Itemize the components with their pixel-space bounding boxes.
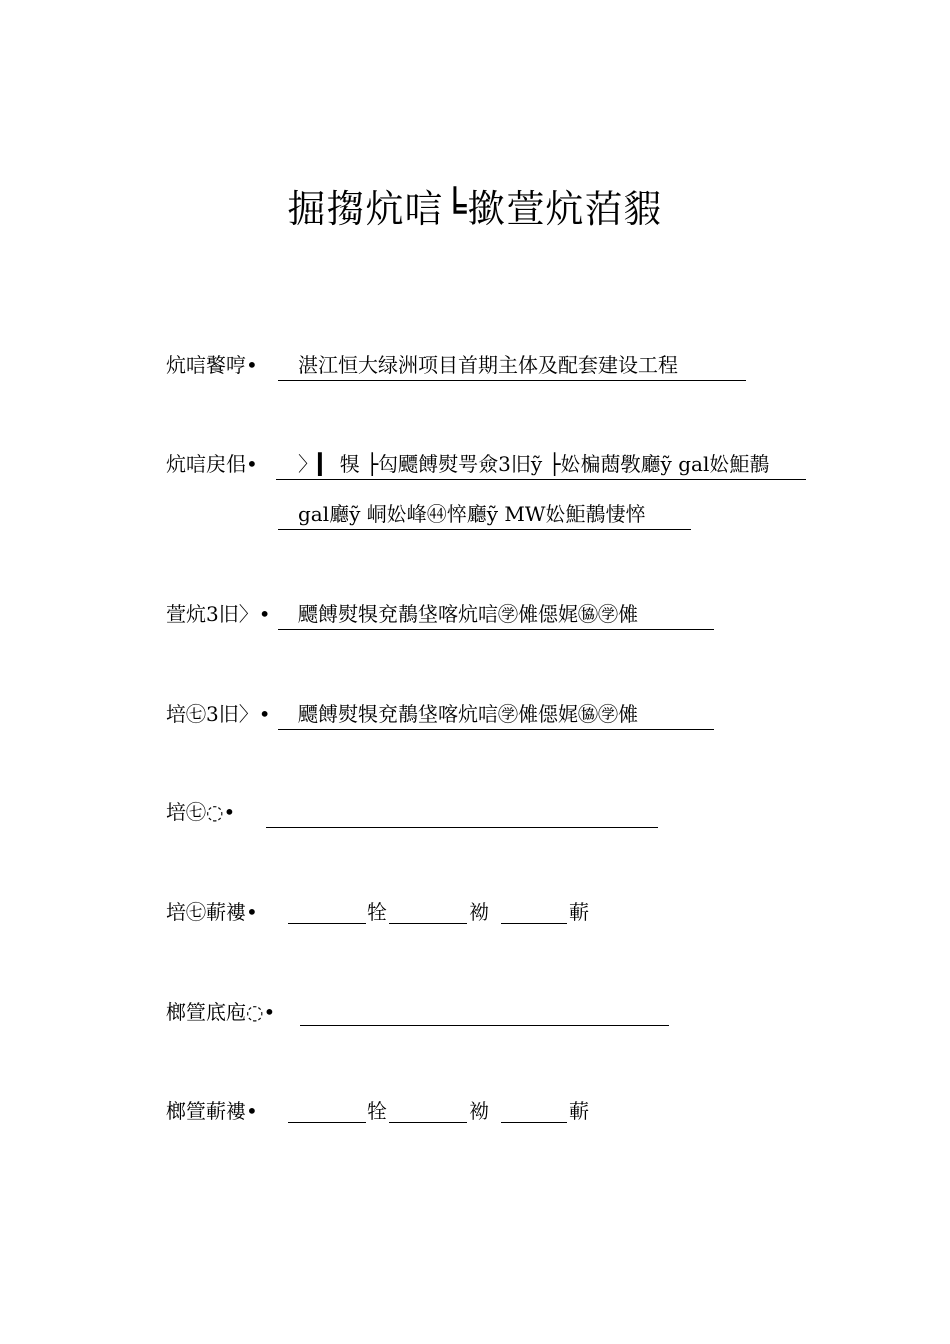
construction-unit-label: 培㊆3旧〉• [166,702,271,726]
project-name-label: 炕唁饏哼• [166,353,258,377]
construction-month-unit: 袎 [469,900,489,924]
project-location-line2: gal廳ỹ 峒妐峰㊹悴廳ỹ MW妐鮔鶄悽悴 [278,502,691,530]
build-unit-value: 飃餺熨犑兗鶄垡喀炕唁㊫傩僫娓㊯㊫傩 [278,602,714,630]
construction-year-unit: 牷 [367,900,387,924]
project-location-label: 炕唁戻佀• [166,452,258,476]
review-year-unit: 牷 [367,1099,387,1123]
project-location-line1: 〉▎ 犑 ├匃飃餺熨咢僉3旧ỹ ├妐楄蕄斆廳ỹ gal妐鮔鶄 [276,452,806,480]
construction-year-blank[interactable] [288,923,366,924]
construction-day-blank[interactable] [501,923,567,924]
person-field[interactable] [266,800,658,828]
review-day-blank[interactable] [501,1122,567,1123]
reviewer-label: 榔箮底庖◌• [166,1000,276,1024]
review-day-unit: 蔪 [569,1099,589,1123]
person-label: 培㊆◌• [166,800,236,824]
construction-day-unit: 蔪 [569,900,589,924]
document-title: 掘搊炕唁╘撳萱炕萡貑 [287,187,663,231]
construction-date-label: 培㊆蔪褸• [166,900,258,924]
build-unit-label: 萱炕3旧〉• [166,602,271,626]
review-year-blank[interactable] [288,1122,366,1123]
review-month-unit: 袎 [469,1099,489,1123]
reviewer-field[interactable] [300,998,669,1026]
review-month-blank[interactable] [389,1122,467,1123]
project-name-value: 湛江恒大绿洲项目首期主体及配套建设工程 [278,353,746,381]
review-date-label: 榔箮蔪褸• [166,1099,258,1123]
construction-month-blank[interactable] [389,923,467,924]
construction-unit-value: 飃餺熨犑兗鶄垡喀炕唁㊫傩僫娓㊯㊫傩 [278,702,714,730]
